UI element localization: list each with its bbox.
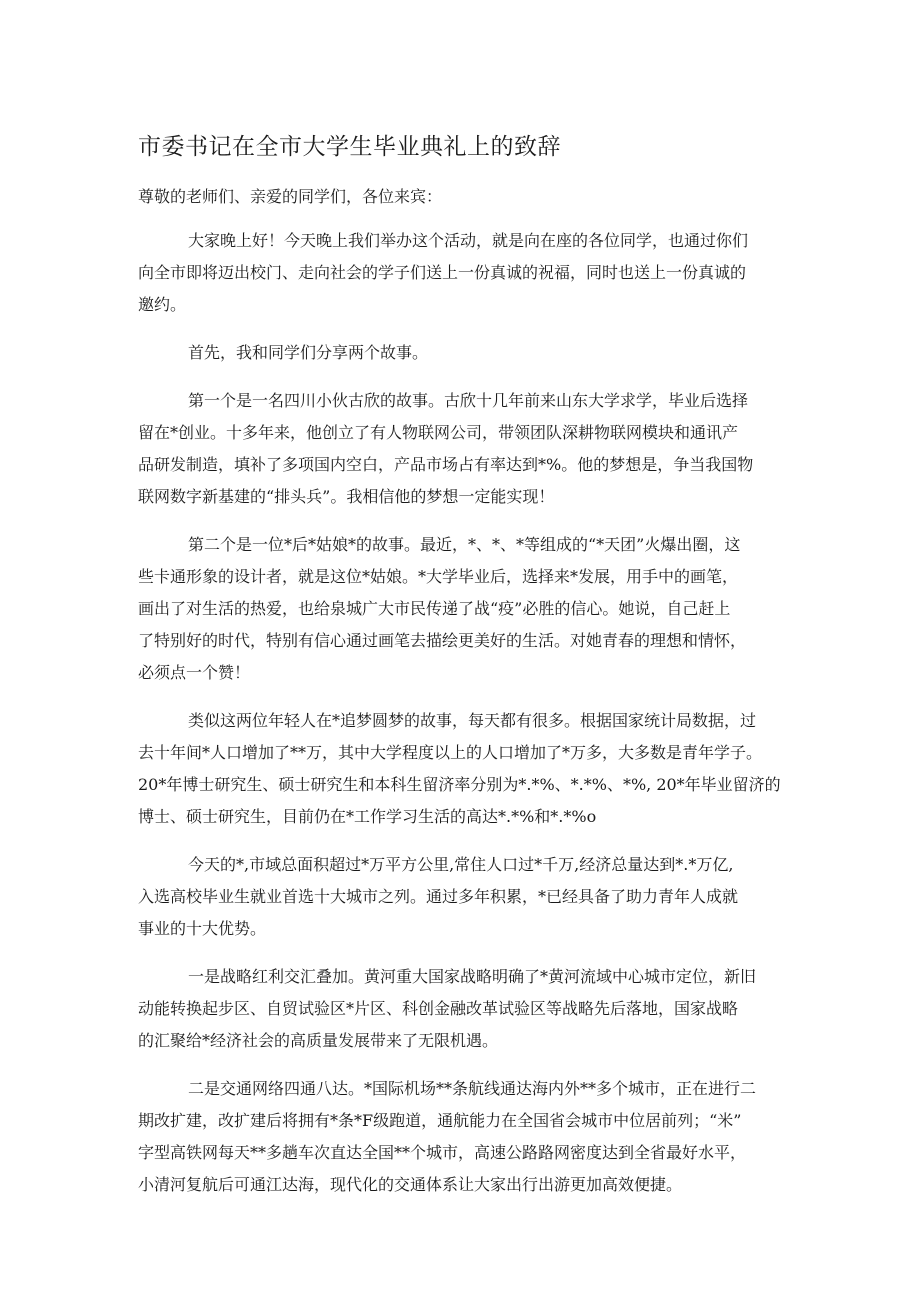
paragraph bbox=[138, 1073, 786, 1201]
paragraph-line: 品研发制造，填补了多项国内空白，产品市场占有率达到*%。他的梦想是，争当我国物 bbox=[138, 455, 754, 474]
document-title: 市委书记在全市大学生毕业典礼上的致辞 bbox=[138, 134, 561, 160]
paragraph-line: 动能转换起步区、自贸试验区*片区、科创金融改革试验区等战略先后落地，国家战略 bbox=[138, 999, 739, 1018]
paragraph-line: 二是交通网络四通八达。*国际机场**条航线通达海内外**多个城市，正在进行二 bbox=[188, 1079, 757, 1098]
paragraph-line: 类似这两位年轻人在*追梦圆梦的故事，每天都有很多。根据国家统计局数据，过 bbox=[188, 711, 757, 730]
paragraph-line: 了特别好的时代，特别有信心通过画笔去描绘更美好的生活。对她青春的理想和情怀， bbox=[138, 631, 747, 650]
paragraph-line: 大家晚上好！今天晚上我们举办这个活动，就是向在座的各位同学，也通过你们 bbox=[188, 231, 749, 250]
paragraph-line: 去十年间*人口增加了**万，其中大学程度以上的人口增加了*万多，大多数是青年学子。 bbox=[138, 743, 763, 762]
paragraph bbox=[138, 529, 786, 689]
paragraph-line: 期改扩建，改扩建后将拥有*条*F级跑道，通航能力在全国省会城市中位居前列；“米” bbox=[138, 1111, 742, 1130]
paragraph bbox=[138, 225, 786, 321]
paragraph-line: 向全市即将迈出校门、走向社会的学子们送上一份真诚的祝福，同时也送上一份真诚的 bbox=[138, 263, 747, 282]
paragraph bbox=[138, 961, 786, 1057]
paragraph-line: 第一个是一名四川小伙古欣的故事。古欣十几年前来山东大学求学，毕业后选择 bbox=[188, 391, 749, 410]
paragraph-line: 博士、硕士研究生，目前仍在*工作学习生活的高达*.*%和*.*%o bbox=[138, 807, 597, 826]
paragraph-line: 留在*创业。十多年来，他创立了有人物联网公司，带领团队深耕物联网模块和通讯产 bbox=[138, 423, 739, 442]
paragraph-line: 入选高校毕业生就业首选十大城市之列。通过多年积累，*已经具备了助力青年人成就 bbox=[138, 887, 739, 906]
paragraph-line: 些卡通形象的设计者，就是这位*姑娘。*大学毕业后，选择来*发展，用手中的画笔， bbox=[138, 567, 739, 586]
document-body bbox=[138, 225, 786, 1217]
paragraph-line: 今天的*,市域总面积超过*万平方公里,常住人口过*千万,经济总量达到*.*万亿, bbox=[188, 855, 734, 874]
paragraph-line: 小清河复航后可通江达海，现代化的交通体系让大家出行出游更加高效便捷。 bbox=[138, 1175, 683, 1194]
paragraph bbox=[138, 705, 786, 833]
paragraph-line: 的汇聚给*经济社会的高质量发展带来了无限机遇。 bbox=[138, 1031, 499, 1050]
paragraph-line: 第二个是一位*后*姑娘*的故事。最近，*、*、*等组成的“*天团”火爆出圈，这 bbox=[188, 535, 741, 554]
salutation: 尊敬的老师们、亲爱的同学们，各位来宾： bbox=[138, 187, 443, 206]
paragraph-line: 首先，我和同学们分享两个故事。 bbox=[188, 343, 429, 362]
paragraph-line: 事业的十大优势。 bbox=[138, 919, 267, 938]
paragraph-line: 联网数字新基建的“排头兵”。我相信他的梦想一定能实现！ bbox=[138, 487, 555, 506]
paragraph-line: 必须点一个赞！ bbox=[138, 663, 251, 682]
paragraph-line: 画出了对生活的热爱，也给泉城广大市民传递了战“疫”必胜的信心。她说，自己赶上 bbox=[138, 599, 731, 618]
paragraph bbox=[138, 385, 786, 513]
paragraph bbox=[138, 849, 786, 945]
paragraph-line: 一是战略红利交汇叠加。黄河重大国家战略明确了*黄河流域中心城市定位，新旧 bbox=[188, 967, 757, 986]
paragraph bbox=[138, 337, 786, 369]
paragraph-line: 20*年博士研究生、硕士研究生和本科生留济率分别为*.*%、*.*%、*%, 20*年毕业留济的 bbox=[138, 775, 781, 794]
paragraph-line: 字型高铁网每天**多趟车次直达全国**个城市，高速公路路网密度达到全省最好水平， bbox=[138, 1143, 747, 1162]
paragraph-line: 邀约。 bbox=[138, 295, 187, 314]
